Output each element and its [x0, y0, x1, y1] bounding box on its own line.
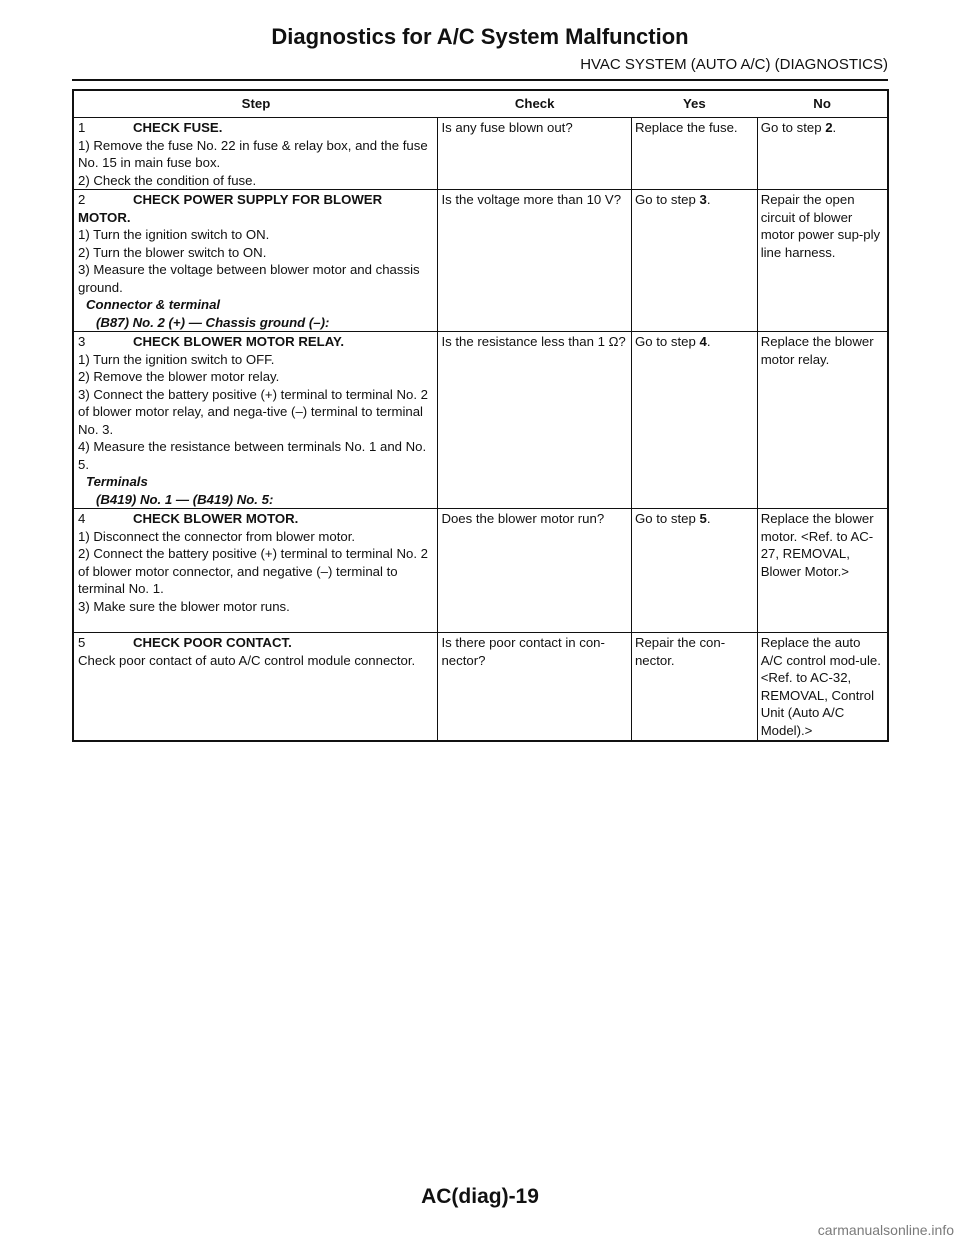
step-reference-link[interactable]: 4: [699, 334, 707, 349]
no-cell: Replace the blower motor relay.: [757, 332, 888, 509]
step-number: 5: [78, 635, 86, 650]
step-title: CHECK BLOWER MOTOR.: [133, 511, 299, 526]
diagnostics-table: [72, 89, 889, 742]
step-instruction: 3) Connect the battery positive (+) terminal to terminal No. 2 of blower motor relay, and nega-tive (–) terminal to terminal No. 3.: [78, 386, 428, 437]
column-header-step: Step: [73, 90, 438, 118]
no-cell: Repair the open circuit of blower motor power sup-ply line harness.: [757, 190, 888, 332]
step-instruction: Check poor contact of auto A/C control module connector.: [78, 652, 416, 668]
table-row: [73, 509, 888, 633]
step-cell: [73, 332, 438, 509]
step-number: 2: [78, 192, 86, 207]
column-header-yes: Yes: [631, 90, 757, 118]
step-cell: [73, 633, 438, 741]
step-instruction: 2) Turn the blower switch to ON.: [78, 244, 267, 260]
step-instruction: 2) Remove the blower motor relay.: [78, 369, 280, 384]
column-header-check: Check: [438, 90, 632, 118]
no-text-suffix: .: [832, 120, 837, 135]
yes-cell: [631, 509, 757, 633]
step-title: CHECK FUSE.: [133, 120, 223, 135]
no-cell: Replace the blower motor. <Ref. to AC-27, REMOVAL, Blower Motor.>: [757, 509, 888, 633]
step-number: 4: [78, 511, 86, 526]
step-cell: [73, 118, 438, 190]
step-cell: [73, 190, 438, 332]
section-title: HVAC SYSTEM (AUTO A/C) (DIAGNOSTICS): [580, 56, 888, 73]
step-instruction: 3) Measure the voltage between blower motor and chassis ground.: [78, 262, 420, 295]
yes-text-suffix: .: [706, 511, 711, 526]
column-header-no: No: [757, 90, 888, 118]
yes-text-suffix: .: [706, 334, 711, 349]
yes-cell: [631, 332, 757, 509]
check-cell: Is the voltage more than 10 V?: [438, 190, 632, 332]
step-title: CHECK POOR CONTACT.: [133, 635, 292, 650]
yes-text: Go to step: [634, 334, 700, 349]
step-instruction: 2) Check the condition of fuse.: [78, 172, 257, 188]
no-cell: [757, 118, 888, 190]
table-row: [73, 332, 888, 509]
page-number: AC(diag)-19: [421, 1185, 539, 1208]
step-title: CHECK BLOWER MOTOR RELAY.: [133, 334, 345, 349]
step-instruction: 1) Disconnect the connector from blower motor.: [78, 528, 356, 544]
yes-text: Go to step: [634, 511, 700, 526]
table-row: [73, 633, 888, 741]
step-instruction: 3) Make sure the blower motor runs.: [78, 598, 290, 614]
step-title: CHECK POWER SUPPLY FOR BLOWER MOTOR.: [78, 192, 383, 225]
table-row: [73, 118, 888, 190]
step-number: 1: [78, 120, 86, 135]
step-instruction: 1) Remove the fuse No. 22 in fuse & relay box, and the fuse No. 15 in main fuse box.: [78, 137, 428, 170]
no-cell: Replace the auto A/C control mod-ule. <Ref. to AC-32, REMOVAL, Control Unit (Auto A/C Model).>: [757, 633, 888, 741]
check-cell: Is any fuse blown out?: [438, 118, 632, 190]
step-instruction: 1) Turn the ignition switch to ON.: [78, 227, 270, 242]
yes-cell: Repair the con-nector.: [631, 633, 757, 741]
spec-value: (B419) No. 1 — (B419) No. 5:: [96, 491, 274, 507]
step-instruction: 1) Turn the ignition switch to OFF.: [78, 351, 275, 367]
table-header-row: [73, 90, 888, 118]
step-cell: [73, 509, 438, 633]
step-reference-link[interactable]: 5: [699, 511, 707, 526]
no-text: Go to step: [760, 120, 826, 135]
check-cell: Does the blower motor run?: [438, 509, 632, 633]
yes-text: Go to step: [634, 192, 700, 207]
yes-cell: [631, 190, 757, 332]
step-reference-link[interactable]: 3: [699, 192, 707, 207]
spec-label: Terminals: [86, 474, 148, 489]
yes-cell: Replace the fuse.: [631, 118, 757, 190]
page-title: Diagnostics for A/C System Malfunction: [271, 24, 689, 49]
watermark: carmanualsonline.info: [817, 1222, 954, 1238]
check-cell: Is the resistance less than 1 Ω?: [438, 332, 632, 509]
step-instruction: 2) Connect the battery positive (+) terminal to terminal No. 2 of blower motor connector, and negative (–) terminal to terminal No. 1.: [78, 546, 428, 596]
table-row: [73, 190, 888, 332]
spec-value: (B87) No. 2 (+) — Chassis ground (–):: [96, 314, 330, 330]
spec-label: Connector & terminal: [86, 297, 221, 312]
check-cell: Is there poor contact in con-nector?: [438, 633, 632, 741]
step-number: 3: [78, 334, 86, 349]
header-rule: [72, 79, 888, 81]
yes-text-suffix: .: [706, 192, 711, 207]
step-instruction: 4) Measure the resistance between terminals No. 1 and No. 5.: [78, 439, 427, 472]
step-reference-link[interactable]: 2: [825, 120, 833, 135]
